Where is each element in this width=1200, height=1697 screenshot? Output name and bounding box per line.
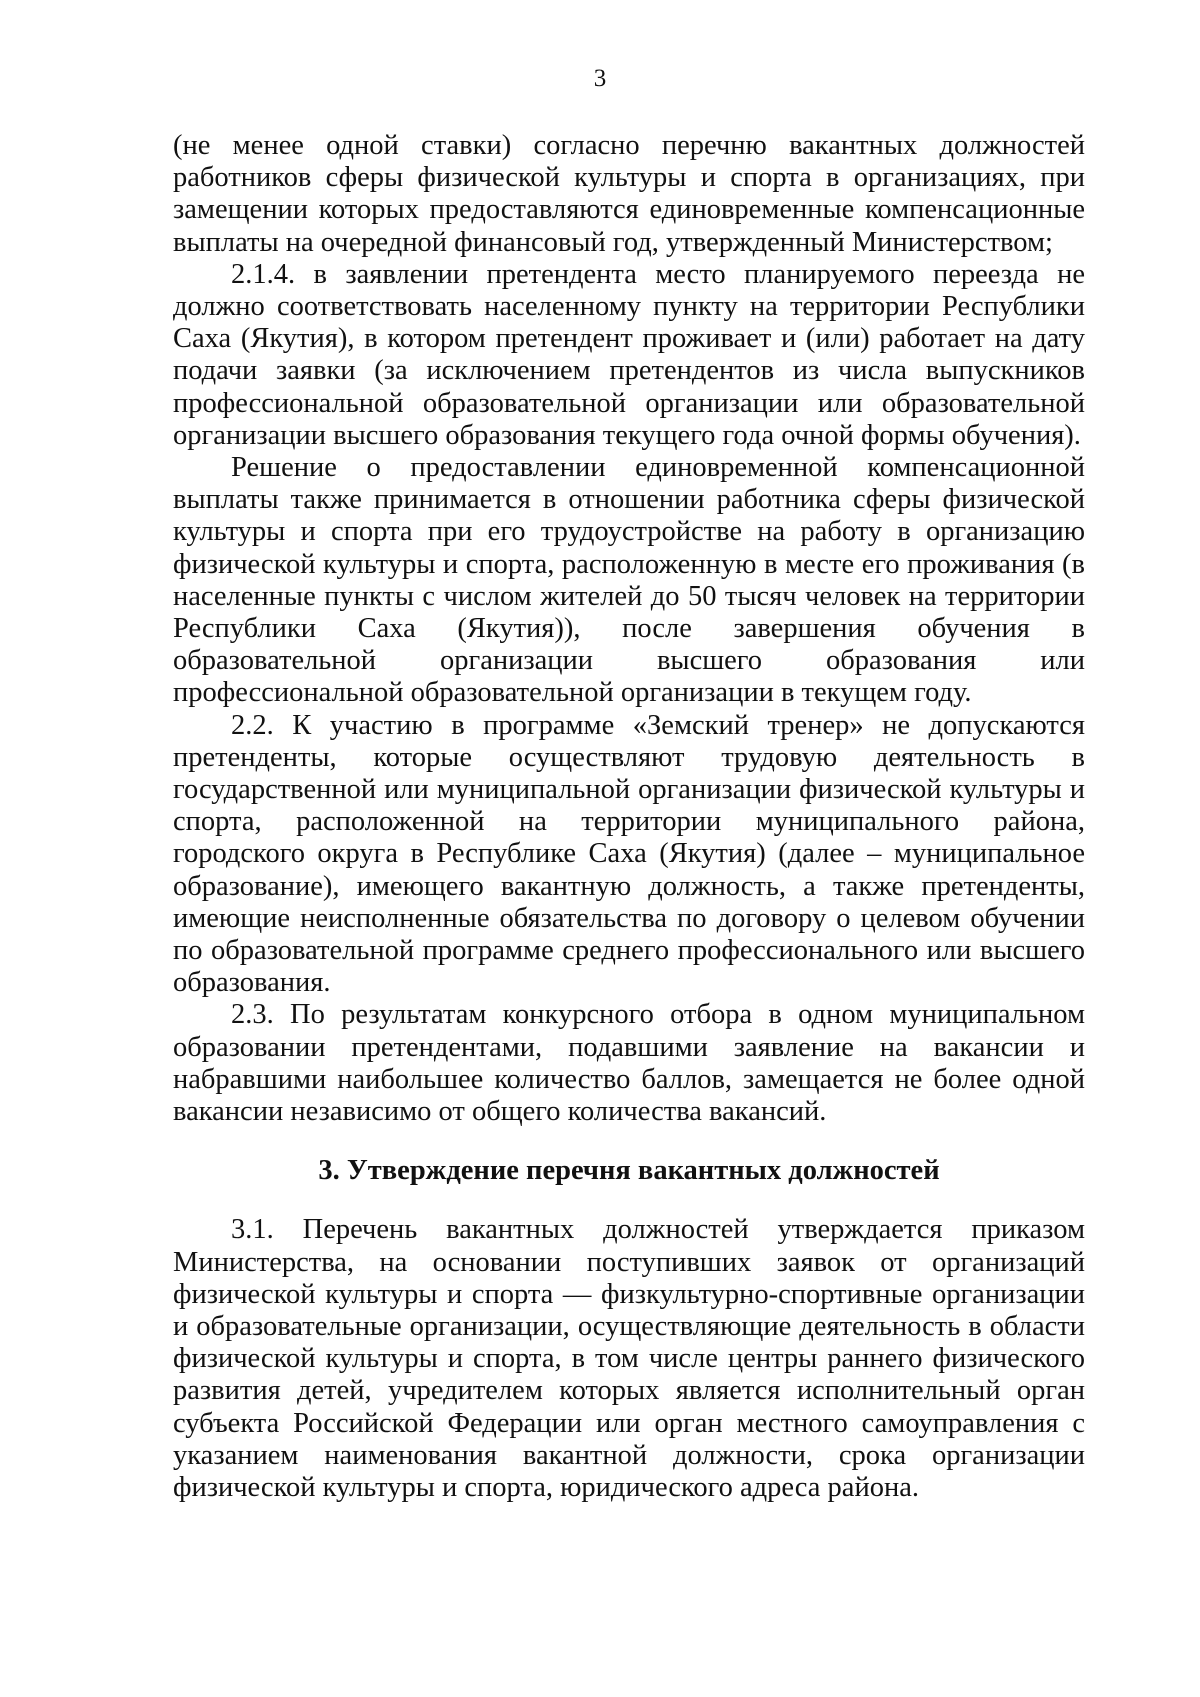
paragraph-3-1: 3.1. Перечень вакантных должностей утверждается приказом Министерства, на основании поступивших заявок от организаций физической культуры и спорта — физкультурно-спортивные организации и образовательные организации, осуществляющие деятельность в области физической культуры и спорта, в том числе центры раннего физического развития детей, учредителем которых является исполнительный орган субъекта Российской Федерации или орган местного самоуправления с указанием наименования вакантной должности, срока организации физической культуры и спорта, юридического адреса района. xyxy=(173,1214,1085,1503)
page-number: 3 xyxy=(593,65,607,92)
document-body xyxy=(173,130,1085,1504)
paragraph-2-3: 2.3. По результатам конкурсного отбора в одном муниципальном образовании претендентами, подавшими заявление на вакансии и набравшими наибольшее количество баллов, замещается не более одной вакансии независимо от общего количества вакансий. xyxy=(173,999,1085,1128)
paragraph-2-1-4: 2.1.4. в заявлении претендента место планируемого переезда не должно соответствовать населенному пункту на территории Республики Саха (Якутия), в котором претендент проживает и (или) работает на дату подачи заявки (за исключением претендентов из числа выпускников профессиональной образовательной организации или образовательной организации высшего образования текущего года очной формы обучения). xyxy=(173,258,1085,451)
section-heading: 3. Утверждение перечня вакантных должностей xyxy=(318,1155,940,1187)
paragraph-2-2: 2.2. К участию в программе «Земский тренер» не допускаются претенденты, которые осуществляют трудовую деятельность в государственной или муниципальной организации физической культуры и спорта, расположенной на территории муниципального района, городского округа в Республике Саха (Якутия) (далее – муниципальное образование), имеющего вакантную должность, а также претенденты, имеющие неисполненные обязательства по договору о целевом обучении по образовательной программе среднего профессионального или высшего образования. xyxy=(173,709,1085,999)
paragraph-continuation: (не менее одной ставки) согласно перечню вакантных должностей работников сферы физической культуры и спорта в организациях, при замещении которых предоставляются единовременные компенсационные выплаты на очередной финансовый год, утвержденный Министерством; xyxy=(173,130,1085,258)
paragraph-decision: Решение о предоставлении единовременной компенсационной выплаты также принимается в отношении работника сферы физической культуры и спорта при его трудоустройстве на работу в организацию физической культуры и спорта, расположенную в месте его проживания (в населенные пункты с числом жителей до 50 тысяч человек на территории Республики Саха (Якутия)), после завершения обучения в образовательной организации высшего образования или профессиональной образовательной организации в текущем году. xyxy=(173,452,1085,709)
